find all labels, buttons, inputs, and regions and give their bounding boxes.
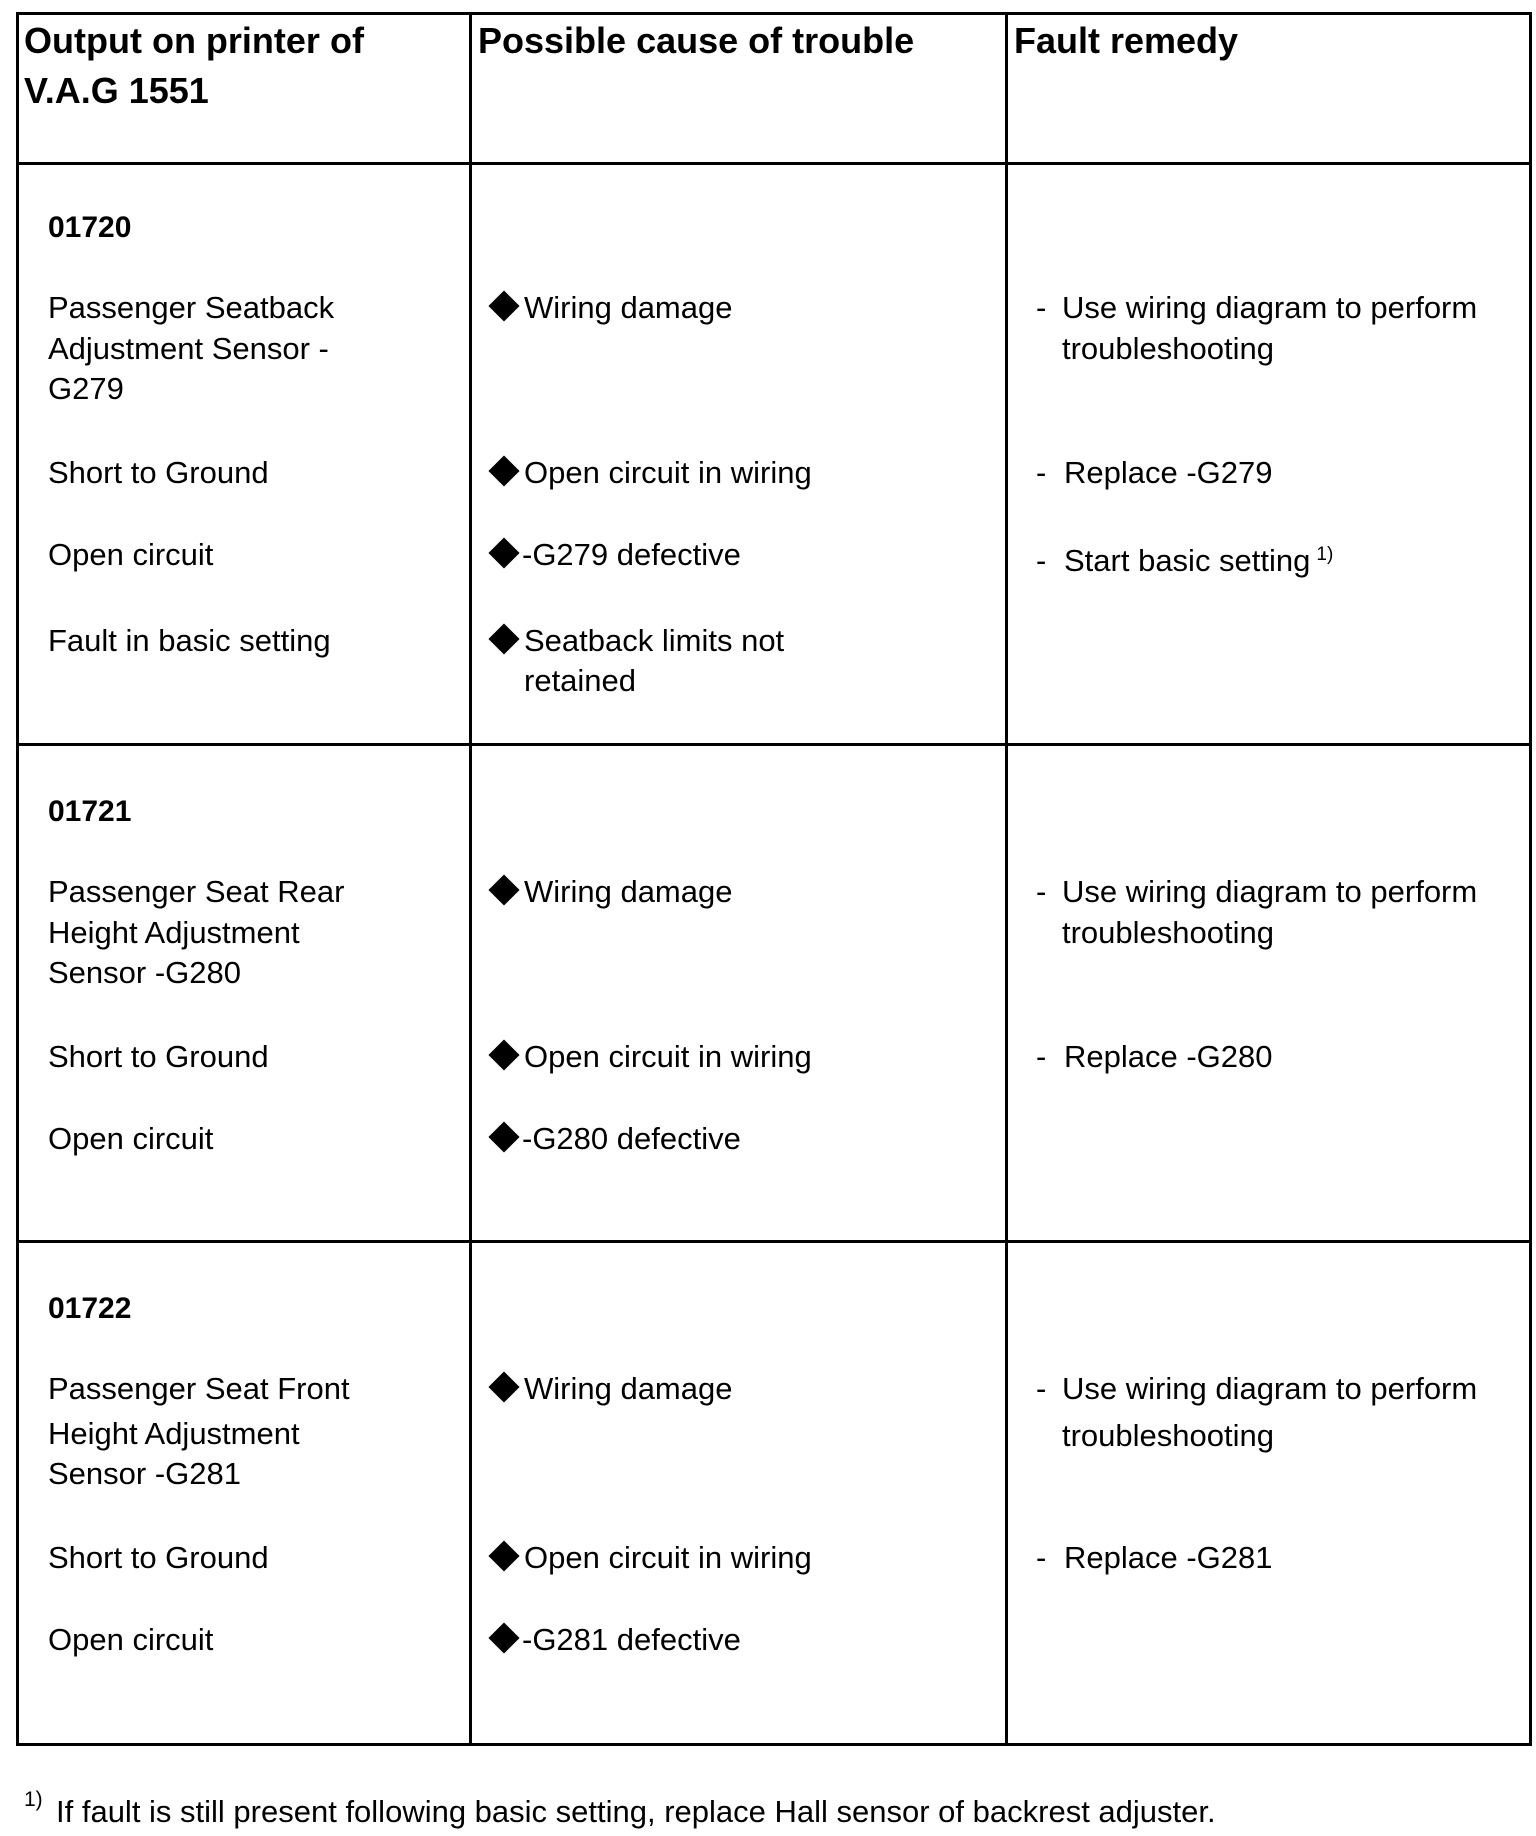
remedy-item: Replace -G279 [1064, 455, 1273, 490]
column-divider-2 [1005, 12, 1008, 1746]
component-name-line: Height Adjustment [48, 1416, 300, 1451]
fault-code: 01722 [48, 1292, 132, 1325]
cause-item: -G281 defective [522, 1622, 741, 1657]
fault-code: 01721 [48, 795, 132, 828]
component-name-line: Passenger Seat Front [48, 1371, 350, 1406]
footnote-text: If fault is still present following basic setting, replace Hall sensor of backrest adjuster. [56, 1794, 1216, 1829]
fault-condition: Short to Ground [48, 1540, 269, 1575]
header-divider [16, 162, 1532, 165]
fault-condition: Open circuit [48, 1121, 214, 1156]
column-divider-1 [469, 12, 472, 1746]
remedy-item: Replace -G280 [1064, 1039, 1273, 1074]
cause-item: Wiring damage [524, 290, 733, 325]
component-name-line: Passenger Seat Rear [48, 874, 345, 909]
fault-code: 01720 [48, 211, 132, 244]
header-cause: Possible cause of trouble [478, 20, 915, 61]
remedy-item-line: Use wiring diagram to perform [1062, 290, 1478, 325]
component-name-line: Height Adjustment [48, 915, 300, 950]
remedy-dash: - [1036, 543, 1047, 578]
remedy-dash: - [1036, 455, 1047, 490]
cause-item: -G279 defective [522, 537, 741, 572]
footnote-reference: 1) [1316, 543, 1334, 565]
fault-condition: Fault in basic setting [48, 623, 331, 658]
remedy-dash: - [1036, 874, 1047, 909]
cause-item: Open circuit in wiring [524, 455, 812, 490]
remedy-item-line: Use wiring diagram to perform [1062, 874, 1478, 909]
fault-condition: Open circuit [48, 537, 214, 572]
remedy-dash: - [1036, 1039, 1047, 1074]
header-output-line-2: V.A.G 1551 [24, 70, 209, 111]
remedy-dash: - [1036, 1540, 1047, 1575]
remedy-item: Start basic setting [1064, 543, 1311, 578]
component-name-line: Passenger Seatback [48, 290, 335, 325]
cause-item: Wiring damage [524, 874, 733, 909]
remedy-item-line: troubleshooting [1062, 331, 1274, 366]
row-divider-1 [16, 743, 1532, 746]
cause-item: Open circuit in wiring [524, 1540, 812, 1575]
row-divider-2 [16, 1240, 1532, 1243]
cause-item-line: retained [524, 663, 637, 698]
component-name-line: Sensor -G280 [48, 955, 241, 990]
remedy-dash: - [1036, 1371, 1047, 1406]
cause-item: Open circuit in wiring [524, 1039, 812, 1074]
header-output-line-1: Output on printer of [24, 20, 364, 61]
component-name-line: Sensor -G281 [48, 1456, 241, 1491]
footnote-mark: 1) [24, 1788, 43, 1811]
remedy-item: Replace -G281 [1064, 1540, 1273, 1575]
remedy-item-line: Use wiring diagram to perform [1062, 1371, 1478, 1406]
fault-condition: Short to Ground [48, 455, 269, 490]
cause-item: -G280 defective [522, 1121, 741, 1156]
fault-condition: Open circuit [48, 1622, 214, 1657]
component-name-line: G279 [48, 371, 124, 406]
remedy-item-with-footnote [1064, 541, 1333, 581]
component-name-line: Adjustment Sensor - [48, 331, 329, 366]
header-remedy: Fault remedy [1014, 20, 1239, 61]
remedy-item-line: troubleshooting [1062, 915, 1274, 950]
remedy-item-line: troubleshooting [1062, 1418, 1274, 1453]
remedy-dash: - [1036, 290, 1047, 325]
cause-item-line: Seatback limits not [524, 623, 785, 658]
fault-condition: Short to Ground [48, 1039, 269, 1074]
cause-item: Wiring damage [524, 1371, 733, 1406]
